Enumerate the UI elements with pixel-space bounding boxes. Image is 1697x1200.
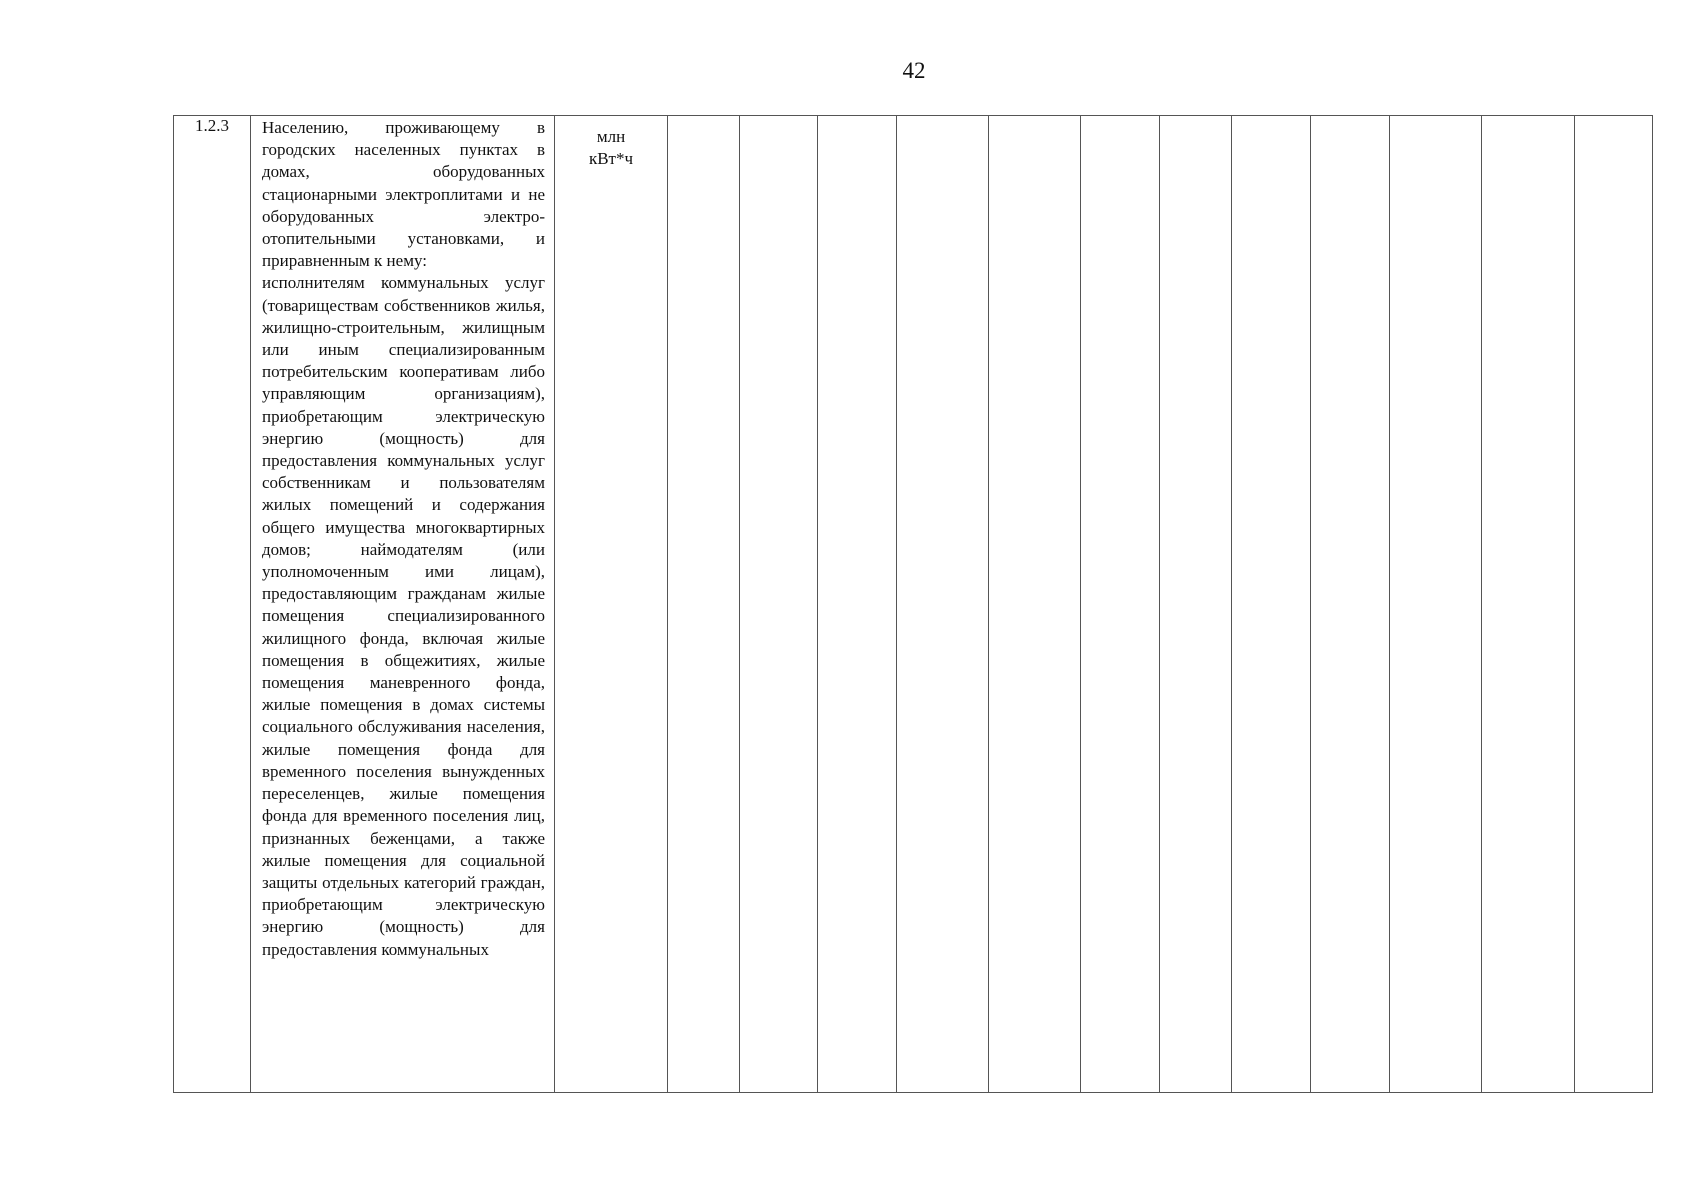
empty-value-cell	[1390, 116, 1482, 1093]
unit-line: млн	[596, 127, 626, 146]
description-paragraph: Населению, проживающему в городских населенных пунктах в домах, оборудованных стационарными электроплитами и не оборудованных электро-отопительными установками, и приравненным к нему:	[262, 118, 545, 271]
row-number: 1.2.3	[195, 116, 229, 135]
row-unit-cell	[555, 116, 668, 1093]
row-number-cell	[174, 116, 251, 1093]
row-description-cell	[251, 116, 555, 1093]
description-paragraph: исполнителям коммунальных услуг (товариществам собственников жилья, жилищно-строительным, жилищным или иным специализированным потребительским кооперативам либо управляющим организациям), приобретающим электрическую энергию (мощность) для предоставления коммунальных услуг собственникам и пользователям жилых помещений и содержания общего имущества многоквартирных домов; наймодателям (или уполномоченным ими лицам), предоставляющим гражданам жилые помещения специализированного жилищного фонда, включая жилые помещения в общежитиях, жилые помещения маневренного фонда, жилые помещения в домах системы социального обслуживания населения, жилые помещения фонда для временного поселения вынужденных переселенцев, жилые помещения фонда для временного поселения лиц, признанных беженцами, а также жилые помещения для социальной защиты отдельных категорий граждан, приобретающим электрическую энергию (мощность) для предоставления коммунальных	[262, 273, 545, 959]
tariff-table	[173, 115, 1653, 1093]
page-number: 42	[902, 58, 926, 83]
empty-value-cell	[897, 116, 989, 1093]
unit-line: кВт*ч	[588, 149, 634, 168]
empty-value-cell	[1575, 116, 1653, 1093]
empty-value-cell	[1081, 116, 1160, 1093]
empty-value-cell	[989, 116, 1081, 1093]
empty-value-cell	[1482, 116, 1575, 1093]
empty-value-cell	[668, 116, 740, 1093]
empty-value-cell	[740, 116, 818, 1093]
empty-value-cell	[1232, 116, 1311, 1093]
empty-value-cell	[1311, 116, 1390, 1093]
table-row	[174, 116, 1653, 1093]
empty-value-cell	[1160, 116, 1232, 1093]
empty-value-cell	[818, 116, 897, 1093]
